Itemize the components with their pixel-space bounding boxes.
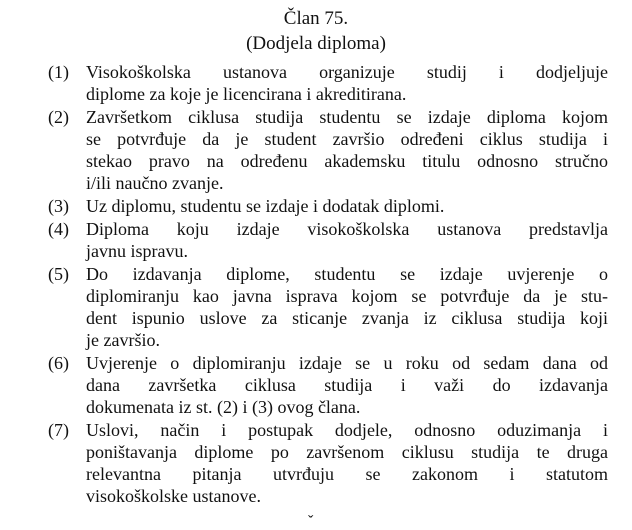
paragraph-5: [48, 263, 608, 351]
text-line: je završio.: [86, 330, 160, 350]
paragraph-text: [86, 263, 608, 351]
paragraph-6: [48, 352, 608, 418]
text-line: i/ili naučno zvanje.: [86, 173, 224, 193]
paragraph-text: [86, 419, 608, 507]
text-line: stekao pravo na određenu akademsku titulu odnosno stručno: [86, 151, 608, 171]
text-line: diplomiranju kao javna isprava kojom se potvrđuje da je stu-: [86, 286, 608, 306]
article-paragraphs: [48, 61, 608, 507]
text-line: Završetkom ciklusa studija studentu se izdaje diploma kojom: [86, 107, 608, 127]
text-line: dana završetka ciklusa studija i važi do izdavanja: [86, 375, 608, 395]
text-line: Diploma koju izdaje visokoškolska ustanova predstavlja: [86, 219, 608, 239]
text-line: dokumenata iz st. (2) i (3) ovog člana.: [86, 397, 361, 417]
paragraph-text: [86, 218, 608, 262]
paragraph-2: [48, 106, 608, 194]
text-line: Do izdavanja diplome, studentu se izdaje uvjerenje o: [86, 264, 608, 284]
paragraph-number: (6): [48, 353, 69, 373]
paragraph-number: (3): [48, 196, 69, 216]
text-line: javnu ispravu.: [86, 241, 188, 261]
paragraph-1: [48, 61, 608, 105]
article-subtitle: (Dodjela diploma): [246, 33, 386, 54]
text-line: poništavanja diplome po završenom ciklusu studija te druga: [86, 442, 608, 462]
paragraph-number: (4): [48, 219, 69, 239]
paragraph-number: (5): [48, 264, 69, 284]
text-line: Uvjerenje o diplomiranju izdaje se u roku od sedam dana od: [86, 353, 608, 373]
paragraph-number: (2): [48, 107, 69, 127]
text-line: relevantna pitanja utvrđuju se zakonom i statutom: [86, 464, 608, 484]
cut-off-previous-line: [0, 0, 632, 4]
paragraph-text: [86, 352, 608, 418]
text-line: se potvrđuje da je student završio određeni ciklus studija i: [86, 129, 608, 149]
paragraph-text: [86, 195, 608, 217]
cut-off-next-line: ˇ: [308, 513, 314, 530]
text-line: Uz diplomu, studentu se izdaje i dodatak diplomi.: [86, 196, 445, 216]
text-line: Visokoškolska ustanova organizuje studij i dodjeljuje: [86, 62, 608, 82]
text-line: dent ispunio uslove za sticanje zvanja iz ciklusa studija koji: [86, 308, 608, 328]
text-line: diplome za koje je licencirana i akreditirana.: [86, 84, 407, 104]
paragraph-7: [48, 419, 608, 507]
article-title: Član 75.: [283, 8, 349, 29]
paragraph-3: [48, 195, 608, 217]
paragraph-4: [48, 218, 608, 262]
paragraph-number: (1): [48, 62, 69, 82]
text-line: visokoškolske ustanove.: [86, 486, 261, 506]
paragraph-text: [86, 106, 608, 194]
paragraph-number: (7): [48, 420, 69, 440]
text-line: Uslovi, način i postupak dodjele, odnosno oduzimanja i: [86, 420, 608, 440]
paragraph-text: [86, 61, 608, 105]
